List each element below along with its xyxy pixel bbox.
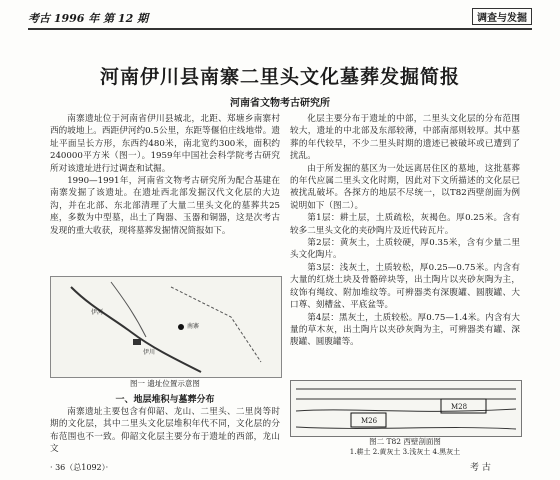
tomb-label-m28: M28 xyxy=(451,403,468,411)
section-label: 调查与发掘 xyxy=(472,8,532,25)
site-marker xyxy=(178,324,184,330)
paragraph: 第3层：浅灰土，土质较松，厚0.25—0.75米。内含有大量的红烧土块及骨骼碎块等，出土陶片以夹砂灰陶为主，纹饰有绳纹、附加堆纹等。可辨器类有深腹罐、圆腹罐、大口尊、刻槽盆、平底盆等。 xyxy=(290,262,520,311)
site-location-map xyxy=(50,276,282,378)
left-column-top xyxy=(50,113,280,275)
section-heading: 一、地层堆积与墓葬分布 xyxy=(115,395,215,405)
profile-drawing xyxy=(291,381,521,436)
paragraph: 第2层：黄灰土，土质较硬，厚0.35米，含有少量二里头文化陶片。 xyxy=(290,238,520,261)
map-label-site: 南寨 xyxy=(187,323,200,330)
article-author: 河南省文物考古研究所 xyxy=(230,98,330,109)
map-label-river: 伊河 xyxy=(91,309,104,316)
paragraph: 第1层：耕土层，土质疏松，灰褐色。厚0.25米。含有较多二里头文化的夹砂陶片及近代砖瓦片。 xyxy=(290,213,520,236)
footer-journal: 考 古 xyxy=(470,463,491,473)
paragraph: 第4层：黑灰土，土质较松。厚0.75—1.4米。内含有大量的草木灰，出土陶片以夹砂灰陶为主，可辨器类有罐、深腹罐、圆腹罐等。 xyxy=(290,312,520,348)
article-title: 河南伊川县南寨二里头文化墓葬发掘简报 xyxy=(99,66,460,88)
right-column xyxy=(290,113,520,375)
paragraph: 1990—1991年，河南省文物考古研究所为配合基建在南寨发掘了该遗址。在遗址西北部发掘汉代文化层的大边沟，并在北部、东北部清理了大量二里头文化的墓葬共25座，多数为中型墓，出土了陶器、玉器和铜器，这是次考古发现的重大收获，现将墓葬发掘情况简报如下。 xyxy=(50,176,280,236)
running-header xyxy=(28,8,532,26)
paragraph: 化层主要分布于遗址的中部，二里头文化层的分布范围较大，遗址的中北部及东部较薄，中部南部则较厚。其中墓葬的年代较早，不少二里头时期的遗迹已被破坏或已遭到了扰乱。 xyxy=(290,114,520,162)
tomb-label-m26: M26 xyxy=(361,417,378,425)
header-rule xyxy=(28,28,532,30)
layer-boundary xyxy=(296,409,516,411)
paragraph: 由于所发掘的墓区为一处远离居住区的墓地，这批墓葬的年代应属二里头文化时期，因此对下文所描述的文化层已被扰乱破坏。各探方的地层不尽统一，以T82西壁剖面为例说明如下（图二）。 xyxy=(290,163,520,211)
layer-boundary xyxy=(296,427,516,429)
journal-issue: 考古 1996 年 第 12 期 xyxy=(28,12,149,25)
figure2-caption: 图二 T82 西壁剖面图 xyxy=(369,437,441,446)
figure1-caption: 图一 遗址位置示意图 xyxy=(130,379,200,388)
page-number: · 36（总1092）· xyxy=(50,463,109,472)
tributary-line xyxy=(111,282,146,337)
road-line xyxy=(171,287,261,362)
section-profile-figure xyxy=(290,380,522,437)
town-marker xyxy=(133,339,141,345)
paragraph: 南寨遗址主要包含有仰韶、龙山、二里头、二里岗等时期的文化层，其中二里头文化层堆积年代不同，文化层的分布范围也不一致。仰韶文化层主要分布于遗址的西部，龙山文 xyxy=(50,407,280,455)
map-drawing xyxy=(51,277,281,377)
figure2-legend: 1.耕土 2.黄灰土 3.浅灰土 4.黑灰土 xyxy=(349,448,461,456)
left-column-bottom xyxy=(50,406,280,456)
map-label-town: 伊川 xyxy=(143,349,156,356)
paragraph: 南寨遗址位于河南省伊川县城北，北距、郑塘乡南寨村西的坡地上。西距伊河约0.5公里，东距等偃伯庄线地带。遗址平面呈长方形，东西约480米，南北宽约300米，面积约240000平方米（图一）。1959年中国社会科学院考古研究所对该遗址进行过调查和试掘。 xyxy=(50,114,280,174)
